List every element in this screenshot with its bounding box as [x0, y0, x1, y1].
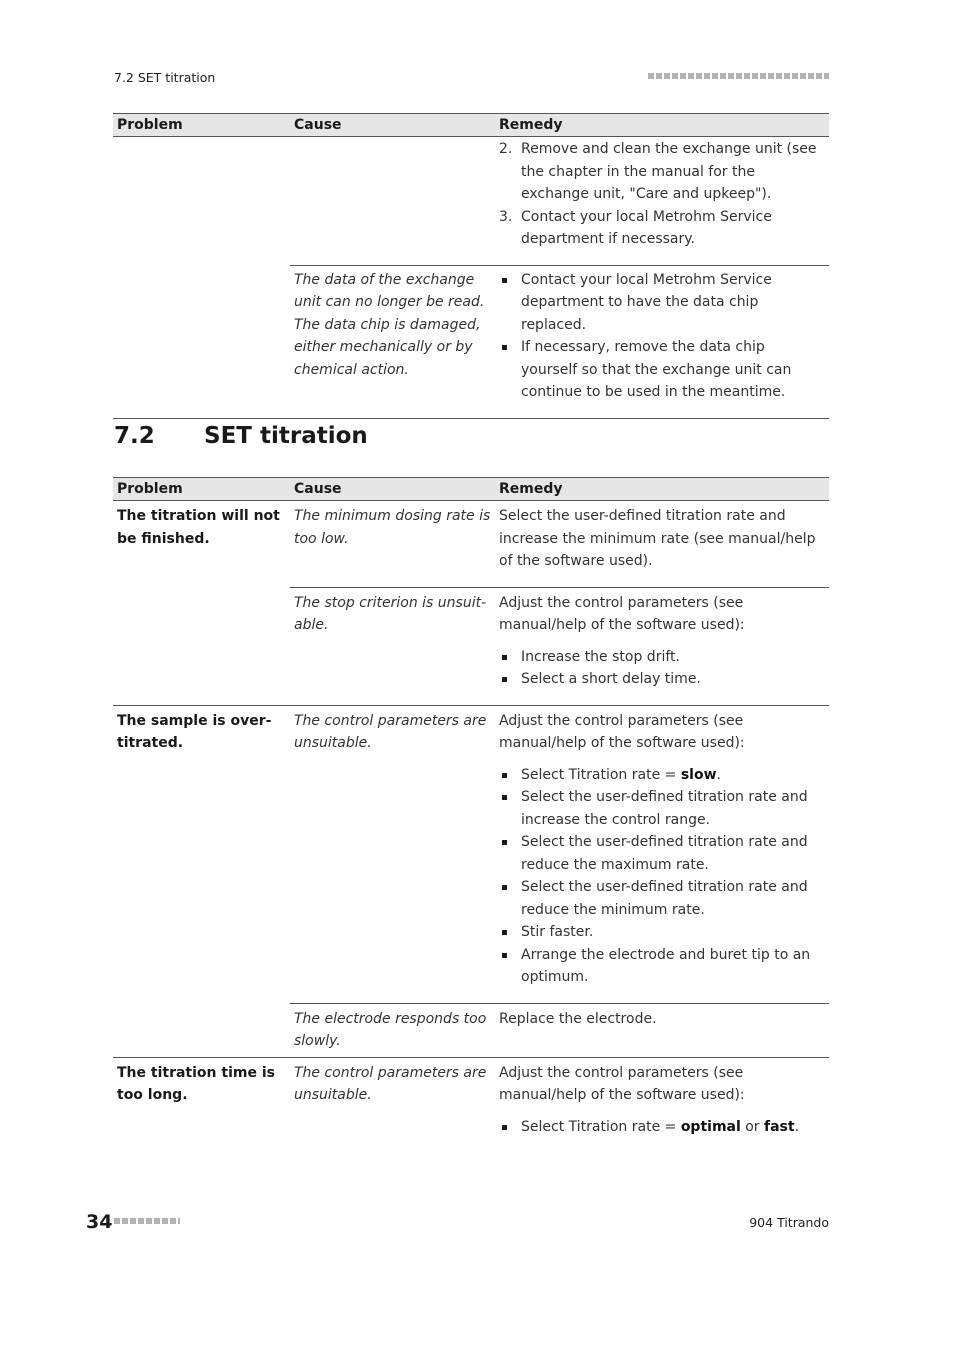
list-item: Select a short delay time. — [499, 668, 825, 691]
problem-cell: The titration will not be finished. — [117, 508, 280, 547]
list-item: Arrange the electrode and buret tip to an optimum. — [499, 944, 825, 989]
table-row — [113, 1003, 829, 1057]
remedy-bullets — [499, 269, 825, 404]
cause-cell: The control parameters are unsuitable. — [290, 705, 495, 1003]
list-item: Select the user-defined titration rate and increase the control range. — [499, 786, 825, 831]
column-header-problem: Problem — [113, 114, 290, 137]
troubleshooting-table-continued — [113, 113, 829, 419]
list-item: Select the user-defined titration rate and reduce the minimum rate. — [499, 876, 825, 921]
cause-cell: The stop criterion is unsuit-able. — [290, 587, 495, 705]
column-header-problem: Problem — [113, 478, 290, 501]
header-decoration — [648, 73, 829, 79]
footer-decoration — [114, 1218, 180, 1224]
keyword-slow: slow — [680, 766, 717, 783]
problem-cell: The titration time is too long. — [117, 1064, 275, 1103]
remedy-cell: Select the user-defined titration rate and increase the minimum rate (see manual/help of the software used). — [495, 501, 829, 588]
column-header-cause: Cause — [290, 478, 495, 501]
troubleshooting-table — [113, 477, 829, 1152]
problem-cell: The sample is over-titrated. — [117, 712, 272, 751]
remedy-text: Adjust the control parameters (see manual/help of the software used): — [499, 712, 745, 751]
table-row — [113, 137, 829, 266]
remedy-steps — [499, 138, 825, 251]
list-item: 2. Remove and clean the exchange unit (see the chapter in the manual for the exchange unit, "Care and upkeep"). — [499, 141, 817, 202]
table-row — [113, 587, 829, 705]
list-item: Select Titration rate = slow. — [499, 764, 825, 787]
section-number: 7.2 — [114, 423, 155, 449]
remedy-bullets — [499, 1116, 825, 1139]
page-number: 34 — [86, 1211, 113, 1233]
cause-cell: The data of the exchange unit can no longer be read. The data chip is damaged, either mechanically or by chemical action. — [290, 265, 495, 418]
running-header: 7.2 SET titration — [114, 70, 216, 85]
list-item: If necessary, remove the data chip yourself so that the exchange unit can continue to be used in the meantime. — [499, 336, 825, 404]
footer-product-name: 904 Titrando — [749, 1215, 829, 1230]
list-item: Select the user-defined titration rate and reduce the maximum rate. — [499, 831, 825, 876]
table-row — [113, 501, 829, 588]
keyword-optimal: optimal — [680, 1118, 741, 1135]
column-header-cause: Cause — [290, 114, 495, 137]
remedy-bullets — [499, 764, 825, 989]
table-row — [113, 1057, 829, 1152]
cause-cell: The electrode responds too slowly. — [290, 1003, 495, 1057]
keyword-fast: fast — [764, 1118, 795, 1135]
remedy-bullets — [499, 646, 825, 691]
list-item: Stir faster. — [499, 921, 825, 944]
cause-cell: The minimum dosing rate is too low. — [290, 501, 495, 588]
remedy-cell: Replace the electrode. — [495, 1003, 829, 1057]
column-header-remedy: Remedy — [495, 114, 829, 137]
list-item: Increase the stop drift. — [499, 646, 825, 669]
column-header-remedy: Remedy — [495, 478, 829, 501]
table-row — [113, 705, 829, 1003]
remedy-text: Adjust the control parameters (see manual/help of the software used): — [499, 594, 745, 633]
cause-cell: The control parameters are unsuitable. — [294, 1064, 487, 1103]
list-item: Select Titration rate = optimal or fast. — [499, 1116, 825, 1139]
remedy-text: Adjust the control parameters (see manual/help of the software used): — [499, 1064, 745, 1103]
list-item: Contact your local Metrohm Service department to have the data chip replaced. — [499, 269, 825, 337]
table-row — [113, 265, 829, 418]
list-item: 3. Contact your local Metrohm Service department if necessary. — [499, 208, 772, 247]
section-title: SET titration — [204, 423, 368, 449]
